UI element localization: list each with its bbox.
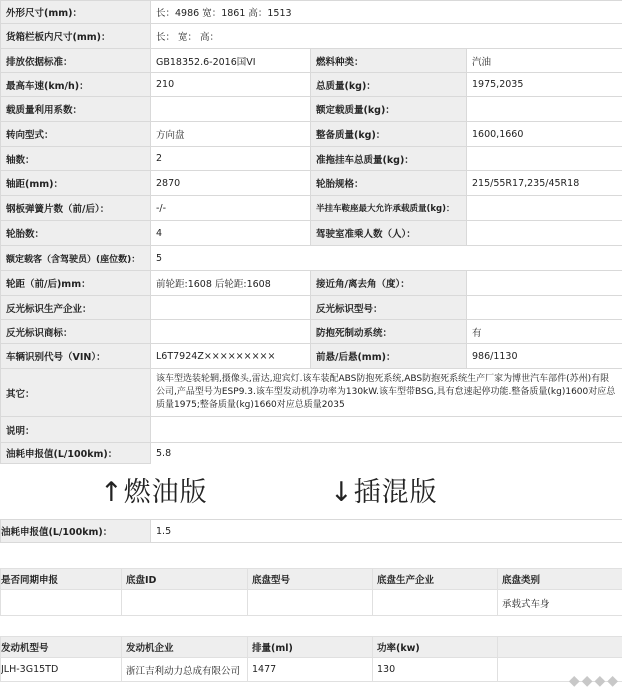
watermark: ◆◆◆◆: [568, 673, 620, 689]
spec-label: 反光标识生产企业：: [1, 296, 151, 320]
spec-label: 接近角/离去角（度）：: [311, 271, 467, 296]
spec-label: 整备质量(kg)：: [311, 122, 467, 147]
spec-value: 前轮距:1608 后轮距:1608: [151, 271, 311, 296]
spec-row: [1, 271, 622, 296]
column-header: 是否同期申报: [1, 569, 122, 590]
spec-label: 反光标识型号：: [311, 296, 467, 320]
table-cell: 130: [373, 658, 498, 682]
spec-label: 额定载客（含驾驶员）(座位数)：: [1, 246, 151, 271]
spec-value: [151, 296, 311, 320]
engine-table: [0, 636, 622, 682]
spec-label: 车辆识别代号（VIN）：: [1, 344, 151, 369]
spec-label: 油耗申报值(L/100km)：: [1, 520, 151, 543]
spec-value: 汽油: [467, 49, 622, 73]
spec-row-seats: [1, 246, 622, 271]
spec-value: 1600,1660: [467, 122, 622, 147]
spec-label: 准拖挂车总质量(kg)：: [311, 147, 467, 171]
spec-row-fuel-consumption-hybrid: [1, 520, 622, 543]
annotation-hybrid-version: ↓插混版: [330, 477, 438, 508]
spec-row: [1, 49, 622, 73]
spec-row: [1, 73, 622, 97]
spec-value: [467, 147, 622, 171]
spec-value: 986/1130: [467, 344, 622, 369]
spec-value: 215/55R17,235/45R18: [467, 171, 622, 196]
spec-label: 油耗申报值(L/100km)：: [1, 443, 151, 464]
spec-label: 轴距(mm)：: [1, 171, 151, 196]
spec-value: 5.8: [151, 443, 622, 464]
spec-value: 5: [151, 246, 622, 271]
spec-row: [1, 221, 622, 246]
spec-label: 前悬/后悬(mm)：: [311, 344, 467, 369]
spec-value: 有: [467, 320, 622, 344]
column-header: 底盘生产企业: [373, 569, 498, 590]
table-cell: 承载式车身: [498, 590, 622, 616]
spec-label: 最高车速(km/h)：: [1, 73, 151, 97]
spec-value-other: 该车型选装轮辋,摄像头,雷达,迎宾灯.该车装配ABS防抱死系统,ABS防抱死系统生产厂家为博世汽车部件(苏州)有限公司,产品型号为ESP9.3.该车型发动机净功率为130kW.该车型带BSG,具有怠速起停功能.整备质量(kg)1600对应总质量1975;整备质量(kg)1660对应总质量2035: [151, 369, 622, 417]
chassis-header-row: [1, 569, 622, 590]
spec-value: 2870: [151, 171, 311, 196]
spec-value: GB18352.6-2016国VI: [151, 49, 311, 73]
spec-label: 总质量(kg)：: [311, 73, 467, 97]
annotation-fuel-version: ↑燃油版: [100, 477, 208, 508]
column-header: [498, 637, 622, 658]
spec-label: 半挂车鞍座最大允许承载质量(kg)：: [311, 196, 467, 221]
spec-value: 1975,2035: [467, 73, 622, 97]
engine-header-row: [1, 637, 622, 658]
spec-value: [151, 97, 311, 122]
chassis-table: [0, 568, 622, 616]
spec-label: 说明：: [1, 417, 151, 443]
spec-value: 长： 宽： 高：: [151, 24, 622, 49]
spec-label: 轮胎数：: [1, 221, 151, 246]
hybrid-fuel-table: [0, 519, 622, 543]
spec-row-notes: [1, 417, 622, 443]
spec-label: 轴数：: [1, 147, 151, 171]
spec-row: [1, 296, 622, 320]
spec-value: [151, 320, 311, 344]
spec-value: 4: [151, 221, 311, 246]
spec-value: [151, 417, 622, 443]
spec-label: 防抱死制动系统：: [311, 320, 467, 344]
column-header: 底盘ID: [122, 569, 248, 590]
spec-row-vin: [1, 344, 622, 369]
spec-row-other: [1, 369, 622, 417]
spec-row-dimensions: [1, 1, 622, 24]
column-header: 底盘型号: [248, 569, 373, 590]
spec-value: 方向盘: [151, 122, 311, 147]
spec-value: 1.5: [151, 520, 622, 543]
spec-value: 长：4986 宽：1861 高：1513: [151, 1, 622, 24]
spec-label: 排放依据标准：: [1, 49, 151, 73]
spec-label: 驾驶室准乘人数（人）：: [311, 221, 467, 246]
spec-row: [1, 196, 622, 221]
column-header: 功率(kw): [373, 637, 498, 658]
column-header: 发动机型号: [1, 637, 122, 658]
column-header: 发动机企业: [122, 637, 248, 658]
table-cell: [1, 590, 122, 616]
spec-row-fuel-consumption: [1, 443, 622, 464]
spec-value: 210: [151, 73, 311, 97]
spec-value: [467, 97, 622, 122]
spec-label: 反光标识商标：: [1, 320, 151, 344]
table-cell: JLH-3G15TD: [1, 658, 122, 682]
spec-label: 额定载质量(kg)：: [311, 97, 467, 122]
column-header: 底盘类别: [498, 569, 622, 590]
spec-row: [1, 147, 622, 171]
spec-label: 燃料种类：: [311, 49, 467, 73]
spec-value: [467, 296, 622, 320]
table-cell: 浙江吉利动力总成有限公司: [122, 658, 248, 682]
spec-row: [1, 171, 622, 196]
spec-label: 载质量利用系数：: [1, 97, 151, 122]
table-cell: [248, 590, 373, 616]
table-cell: 1477: [248, 658, 373, 682]
table-cell: [373, 590, 498, 616]
spec-label: 其它：: [1, 369, 151, 417]
spec-label: 外形尺寸(mm)：: [1, 1, 151, 24]
spec-label: 轮胎规格：: [311, 171, 467, 196]
spec-value: 2: [151, 147, 311, 171]
spec-label: 转向型式：: [1, 122, 151, 147]
spec-label: 轮距（前/后)mm：: [1, 271, 151, 296]
spec-label: 货箱栏板内尺寸(mm)：: [1, 24, 151, 49]
spec-value: [467, 271, 622, 296]
spec-row: [1, 122, 622, 147]
spec-row-cargo-box: [1, 24, 622, 49]
spec-value: L6T7924Z×××××××××: [151, 344, 311, 369]
spec-value: -/-: [151, 196, 311, 221]
spec-label: 钢板弹簧片数（前/后）：: [1, 196, 151, 221]
table-row: [1, 590, 622, 616]
column-header: 排量(ml): [248, 637, 373, 658]
spec-value: [467, 221, 622, 246]
spec-row: [1, 320, 622, 344]
table-cell: [122, 590, 248, 616]
spec-row: [1, 97, 622, 122]
table-row: [1, 658, 622, 682]
spec-value: [467, 196, 622, 221]
